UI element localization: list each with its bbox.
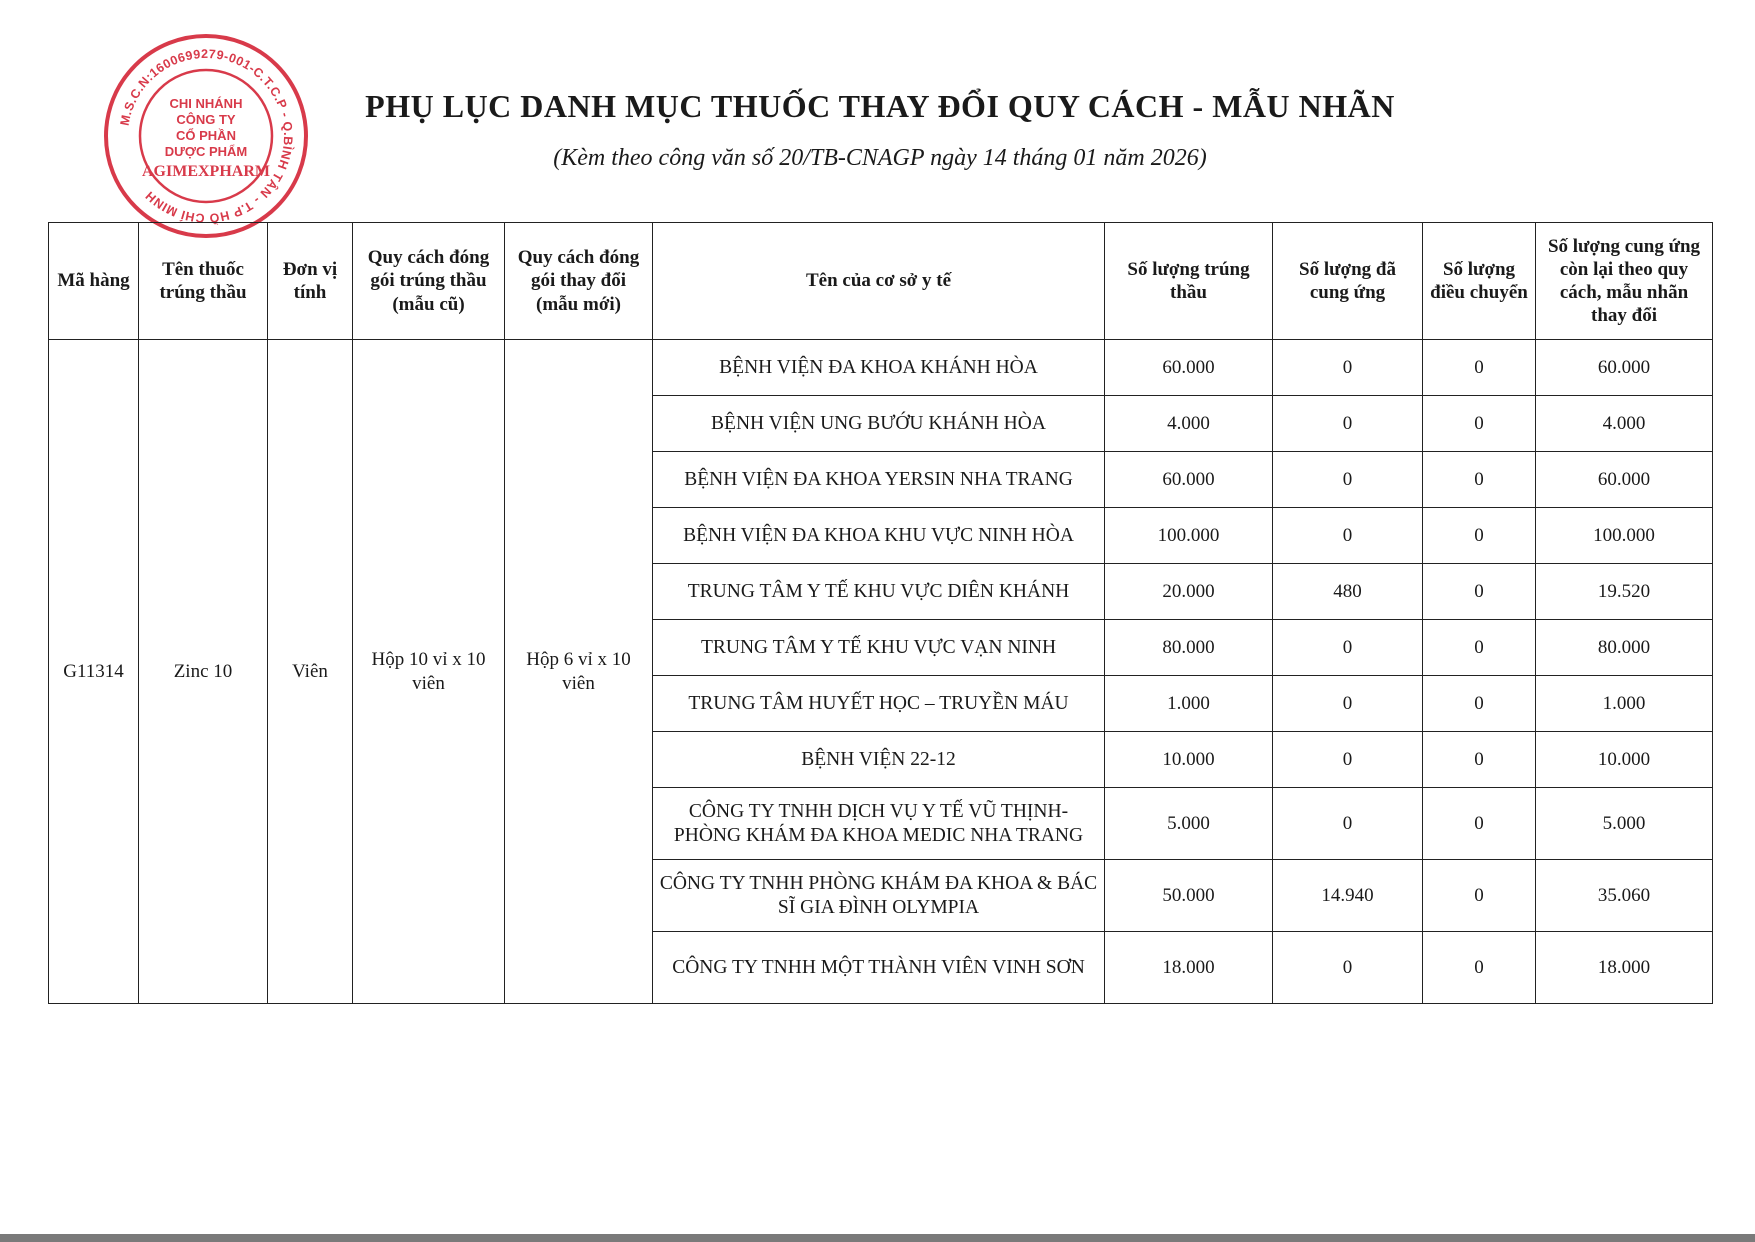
new-pack-cell: Hộp 6 vỉ x 10 viên: [505, 340, 653, 1004]
drug-table: [48, 222, 1713, 1004]
facility-cell: TRUNG TÂM Y TẾ KHU VỰC VẠN NINH: [653, 620, 1105, 676]
svg-text:AGIMEXPHARM: AGIMEXPHARM: [142, 163, 270, 180]
remaining-quantity-cell: 18.000: [1536, 932, 1713, 1004]
header-cell: Số lượng điều chuyển: [1423, 223, 1536, 340]
supplied-quantity-cell: 0: [1273, 340, 1423, 396]
facility-cell: CÔNG TY TNHH PHÒNG KHÁM ĐA KHOA & BÁC SĨ GIA ĐÌNH OLYMPIA: [653, 860, 1105, 932]
table-body: [49, 340, 1713, 1004]
facility-cell: BỆNH VIỆN 22-12: [653, 732, 1105, 788]
won-quantity-cell: 50.000: [1105, 860, 1273, 932]
table-header-row: [49, 223, 1713, 340]
supplied-quantity-cell: 0: [1273, 508, 1423, 564]
supplied-quantity-cell: 0: [1273, 676, 1423, 732]
header-cell: Quy cách đóng gói thay đổi (mẫu mới): [505, 223, 653, 340]
facility-cell: CÔNG TY TNHH DỊCH VỤ Y TẾ VŨ THỊNH- PHÒNG KHÁM ĐA KHOA MEDIC NHA TRANG: [653, 788, 1105, 860]
supplied-quantity-cell: 0: [1273, 732, 1423, 788]
won-quantity-cell: 1.000: [1105, 676, 1273, 732]
product-name-cell: Zinc 10: [139, 340, 268, 1004]
facility-cell: BỆNH VIỆN ĐA KHOA KHÁNH HÒA: [653, 340, 1105, 396]
transferred-quantity-cell: 0: [1423, 676, 1536, 732]
transferred-quantity-cell: 0: [1423, 564, 1536, 620]
transferred-quantity-cell: 0: [1423, 732, 1536, 788]
header-cell: Tên của cơ sở y tế: [653, 223, 1105, 340]
svg-text:CÔNG TY: CÔNG TY: [176, 112, 236, 127]
remaining-quantity-cell: 60.000: [1536, 452, 1713, 508]
won-quantity-cell: 80.000: [1105, 620, 1273, 676]
header-cell: Số lượng trúng thầu: [1105, 223, 1273, 340]
svg-text:DƯỢC PHẨM: DƯỢC PHẨM: [164, 144, 248, 159]
transferred-quantity-cell: 0: [1423, 788, 1536, 860]
remaining-quantity-cell: 4.000: [1536, 396, 1713, 452]
supplied-quantity-cell: 0: [1273, 396, 1423, 452]
remaining-quantity-cell: 10.000: [1536, 732, 1713, 788]
supplied-quantity-cell: 14.940: [1273, 860, 1423, 932]
transferred-quantity-cell: 0: [1423, 396, 1536, 452]
facility-cell: CÔNG TY TNHH MỘT THÀNH VIÊN VINH SƠN: [653, 932, 1105, 1004]
remaining-quantity-cell: 80.000: [1536, 620, 1713, 676]
facility-cell: BỆNH VIỆN ĐA KHOA KHU VỰC NINH HÒA: [653, 508, 1105, 564]
scan-edge-bar: [0, 1234, 1755, 1242]
header-cell: Mã hàng: [49, 223, 139, 340]
won-quantity-cell: 18.000: [1105, 932, 1273, 1004]
supplied-quantity-cell: 0: [1273, 452, 1423, 508]
page-title: PHỤ LỤC DANH MỤC THUỐC THAY ĐỔI QUY CÁCH - MẪU NHÃN: [365, 88, 1395, 124]
supplied-quantity-cell: 0: [1273, 788, 1423, 860]
product-unit-cell: Viên: [268, 340, 353, 1004]
remaining-quantity-cell: 60.000: [1536, 340, 1713, 396]
facility-cell: TRUNG TÂM HUYẾT HỌC – TRUYỀN MÁU: [653, 676, 1105, 732]
table-row: [49, 340, 1713, 396]
facility-cell: BỆNH VIỆN UNG BƯỚU KHÁNH HÒA: [653, 396, 1105, 452]
header-cell: Số lượng cung ứng còn lại theo quy cách, mẫu nhãn thay đổi: [1536, 223, 1713, 340]
supplied-quantity-cell: 0: [1273, 932, 1423, 1004]
supplied-quantity-cell: 480: [1273, 564, 1423, 620]
header-cell: Đơn vị tính: [268, 223, 353, 340]
svg-text:CỔ PHẦN: CỔ PHẦN: [176, 128, 236, 143]
remaining-quantity-cell: 1.000: [1536, 676, 1713, 732]
supplied-quantity-cell: 0: [1273, 620, 1423, 676]
product-code-cell: G11314: [49, 340, 139, 1004]
won-quantity-cell: 60.000: [1105, 340, 1273, 396]
facility-cell: BỆNH VIỆN ĐA KHOA YERSIN NHA TRANG: [653, 452, 1105, 508]
remaining-quantity-cell: 100.000: [1536, 508, 1713, 564]
transferred-quantity-cell: 0: [1423, 620, 1536, 676]
transferred-quantity-cell: 0: [1423, 340, 1536, 396]
won-quantity-cell: 10.000: [1105, 732, 1273, 788]
transferred-quantity-cell: 0: [1423, 452, 1536, 508]
old-pack-cell: Hộp 10 vỉ x 10 viên: [353, 340, 505, 1004]
remaining-quantity-cell: 19.520: [1536, 564, 1713, 620]
won-quantity-cell: 100.000: [1105, 508, 1273, 564]
svg-text:M.S.C.N:1600699279-001-C.T.C.P: M.S.C.N:1600699279-001-C.T.C.P - Q.BÌNH TÂN - T.P HỒ CHÍ MINH: [117, 46, 296, 226]
svg-text:CHI NHÁNH: CHI NHÁNH: [169, 96, 243, 111]
transferred-quantity-cell: 0: [1423, 508, 1536, 564]
transferred-quantity-cell: 0: [1423, 932, 1536, 1004]
header-cell: Tên thuốc trúng thầu: [139, 223, 268, 340]
won-quantity-cell: 20.000: [1105, 564, 1273, 620]
won-quantity-cell: 60.000: [1105, 452, 1273, 508]
remaining-quantity-cell: 35.060: [1536, 860, 1713, 932]
company-seal: [100, 30, 312, 242]
seal-graphic: [100, 30, 312, 242]
transferred-quantity-cell: 0: [1423, 860, 1536, 932]
header-cell: Quy cách đóng gói trúng thầu (mẫu cũ): [353, 223, 505, 340]
won-quantity-cell: 4.000: [1105, 396, 1273, 452]
header-cell: Số lượng đã cung ứng: [1273, 223, 1423, 340]
page-subtitle: (Kèm theo công văn số 20/TB-CNAGP ngày 14 tháng 01 năm 2026): [553, 145, 1207, 171]
facility-cell: TRUNG TÂM Y TẾ KHU VỰC DIÊN KHÁNH: [653, 564, 1105, 620]
won-quantity-cell: 5.000: [1105, 788, 1273, 860]
remaining-quantity-cell: 5.000: [1536, 788, 1713, 860]
